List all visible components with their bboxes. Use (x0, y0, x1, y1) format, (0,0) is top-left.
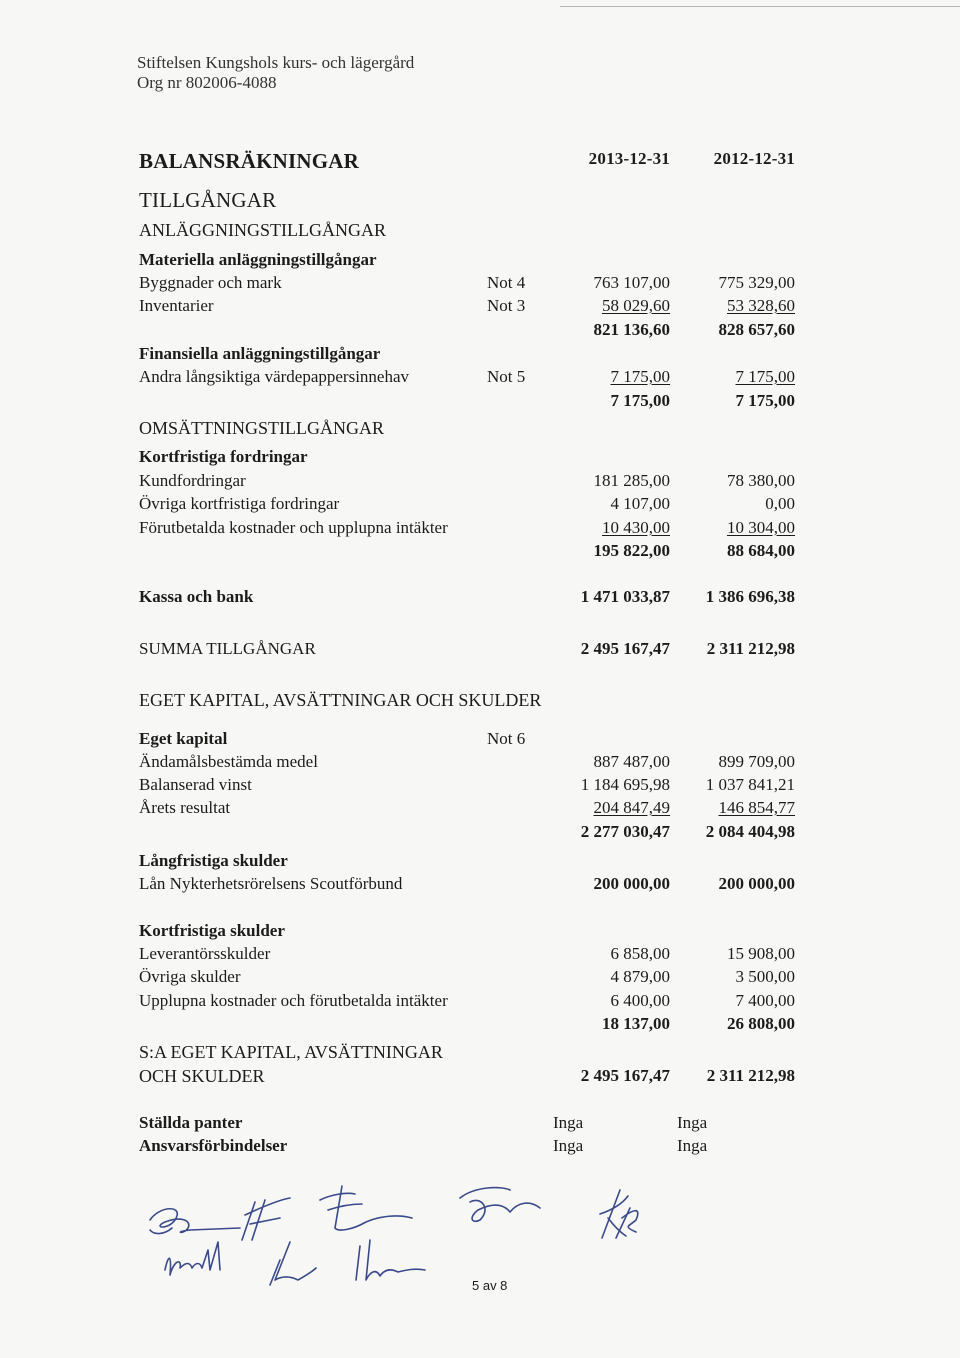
value-2013: 4 879,00 (610, 967, 670, 986)
row-label: Övriga kortfristiga fordringar (139, 494, 340, 513)
subtotal-2013: 7 175,00 (610, 391, 670, 410)
longterm-debt-heading: Långfristiga skulder (139, 851, 288, 870)
subtotal-2012: 828 657,60 (718, 320, 795, 339)
value-2013: 6 858,00 (610, 944, 670, 963)
total-2013: 2 495 167,47 (580, 639, 670, 658)
equity-heading: Eget kapital (139, 729, 228, 748)
value-2013: 4 107,00 (610, 494, 670, 513)
value-2012: 7 400,00 (735, 991, 795, 1010)
row-label: Kundfordringar (139, 471, 246, 490)
row-label: Årets resultat (139, 798, 231, 817)
value-2012: 7 175,00 (735, 367, 795, 386)
total-assets-label: SUMMA TILLGÅNGAR (139, 639, 316, 658)
row-label: Byggnader och mark (139, 273, 282, 292)
value-2012: 10 304,00 (727, 518, 795, 537)
value-2012: 775 329,00 (718, 273, 795, 292)
subtotal-2012: 7 175,00 (735, 391, 795, 410)
page-number: 5 av 8 (472, 1278, 508, 1293)
scan-edge-line (560, 6, 960, 7)
total-2012: 2 311 212,98 (706, 1066, 795, 1085)
subtotal-2013: 195 822,00 (593, 541, 670, 560)
value-2013: Inga (553, 1136, 584, 1155)
note-ref: Not 3 (487, 296, 526, 315)
cash-label: Kassa och bank (139, 587, 254, 606)
value-2012: 899 709,00 (718, 752, 795, 771)
page-title: BALANSRÄKNINGAR (139, 149, 360, 173)
value-2013: 204 847,49 (593, 798, 670, 817)
column-header-2012: 2012-12-31 (713, 149, 795, 168)
subtotal-2013: 18 137,00 (602, 1014, 670, 1033)
total-equity-liabilities-label-2: OCH SKULDER (139, 1066, 265, 1086)
row-label: Förutbetalda kostnader och upplupna intäkter (139, 518, 448, 537)
value-2012: 200 000,00 (718, 874, 795, 893)
total-2013: 2 495 167,47 (580, 1066, 670, 1085)
tangible-assets-heading: Materiella anläggningstillgångar (139, 250, 377, 269)
value-2012: 0,00 (765, 494, 795, 513)
value-2013: 1 471 033,87 (580, 587, 670, 606)
row-label: Lån Nykterhetsrörelsens Scoutförbund (139, 874, 403, 893)
equity-liabilities-heading: EGET KAPITAL, AVSÄTTNINGAR OCH SKULDER (139, 690, 542, 710)
value-2013: Inga (553, 1113, 584, 1132)
subtotal-2012: 88 684,00 (727, 541, 795, 560)
value-2012: 15 908,00 (727, 944, 795, 963)
value-2012: 1 386 696,38 (705, 587, 795, 606)
subtotal-2012: 2 084 404,98 (705, 822, 795, 841)
contingent-label: Ansvarsförbindelser (139, 1136, 288, 1155)
note-ref: Not 5 (487, 367, 526, 386)
total-equity-liabilities-label: S:A EGET KAPITAL, AVSÄTTNINGAR (139, 1042, 443, 1062)
shortterm-debt-heading: Kortfristiga skulder (139, 921, 285, 940)
value-2012: Inga (677, 1113, 708, 1132)
subtotal-2013: 2 277 030,47 (580, 822, 670, 841)
value-2013: 7 175,00 (610, 367, 670, 386)
value-2012: 53 328,60 (727, 296, 795, 315)
org-number: Org nr 802006-4088 (137, 73, 277, 92)
value-2012: 1 037 841,21 (705, 775, 795, 794)
value-2013: 58 029,60 (602, 296, 670, 315)
note-ref: Not 6 (487, 729, 526, 748)
subtotal-2012: 26 808,00 (727, 1014, 795, 1033)
value-2012: 78 380,00 (727, 471, 795, 490)
value-2012: 146 854,77 (718, 798, 795, 817)
value-2013: 763 107,00 (593, 273, 670, 292)
row-label: Upplupna kostnader och förutbetalda intäkter (139, 991, 448, 1010)
note-ref: Not 4 (487, 273, 526, 292)
assets-heading: TILLGÅNGAR (139, 188, 277, 212)
current-assets-heading: OMSÄTTNINGSTILLGÅNGAR (139, 418, 384, 438)
value-2012: Inga (677, 1136, 708, 1155)
value-2013: 10 430,00 (602, 518, 670, 537)
total-2012: 2 311 212,98 (706, 639, 795, 658)
value-2013: 887 487,00 (593, 752, 670, 771)
value-2012: 3 500,00 (735, 967, 795, 986)
receivables-heading: Kortfristiga fordringar (139, 447, 308, 466)
subtotal-2013: 821 136,60 (593, 320, 670, 339)
value-2013: 200 000,00 (593, 874, 670, 893)
value-2013: 6 400,00 (610, 991, 670, 1010)
column-header-2013: 2013-12-31 (588, 149, 670, 168)
row-label: Ändamålsbestämda medel (139, 752, 318, 771)
value-2013: 181 285,00 (593, 471, 670, 490)
handwritten-signatures (130, 1180, 670, 1290)
row-label: Inventarier (139, 296, 214, 315)
row-label: Övriga skulder (139, 967, 241, 986)
pledges-label: Ställda panter (139, 1113, 243, 1132)
fixed-assets-heading: ANLÄGGNINGSTILLGÅNGAR (139, 220, 386, 240)
row-label: Leverantörsskulder (139, 944, 271, 963)
financial-assets-heading: Finansiella anläggningstillgångar (139, 344, 381, 363)
value-2013: 1 184 695,98 (580, 775, 670, 794)
org-name: Stiftelsen Kungshols kurs- och lägergård (137, 53, 415, 72)
row-label: Balanserad vinst (139, 775, 252, 794)
row-label: Andra långsiktiga värdepappersinnehav (139, 367, 410, 386)
